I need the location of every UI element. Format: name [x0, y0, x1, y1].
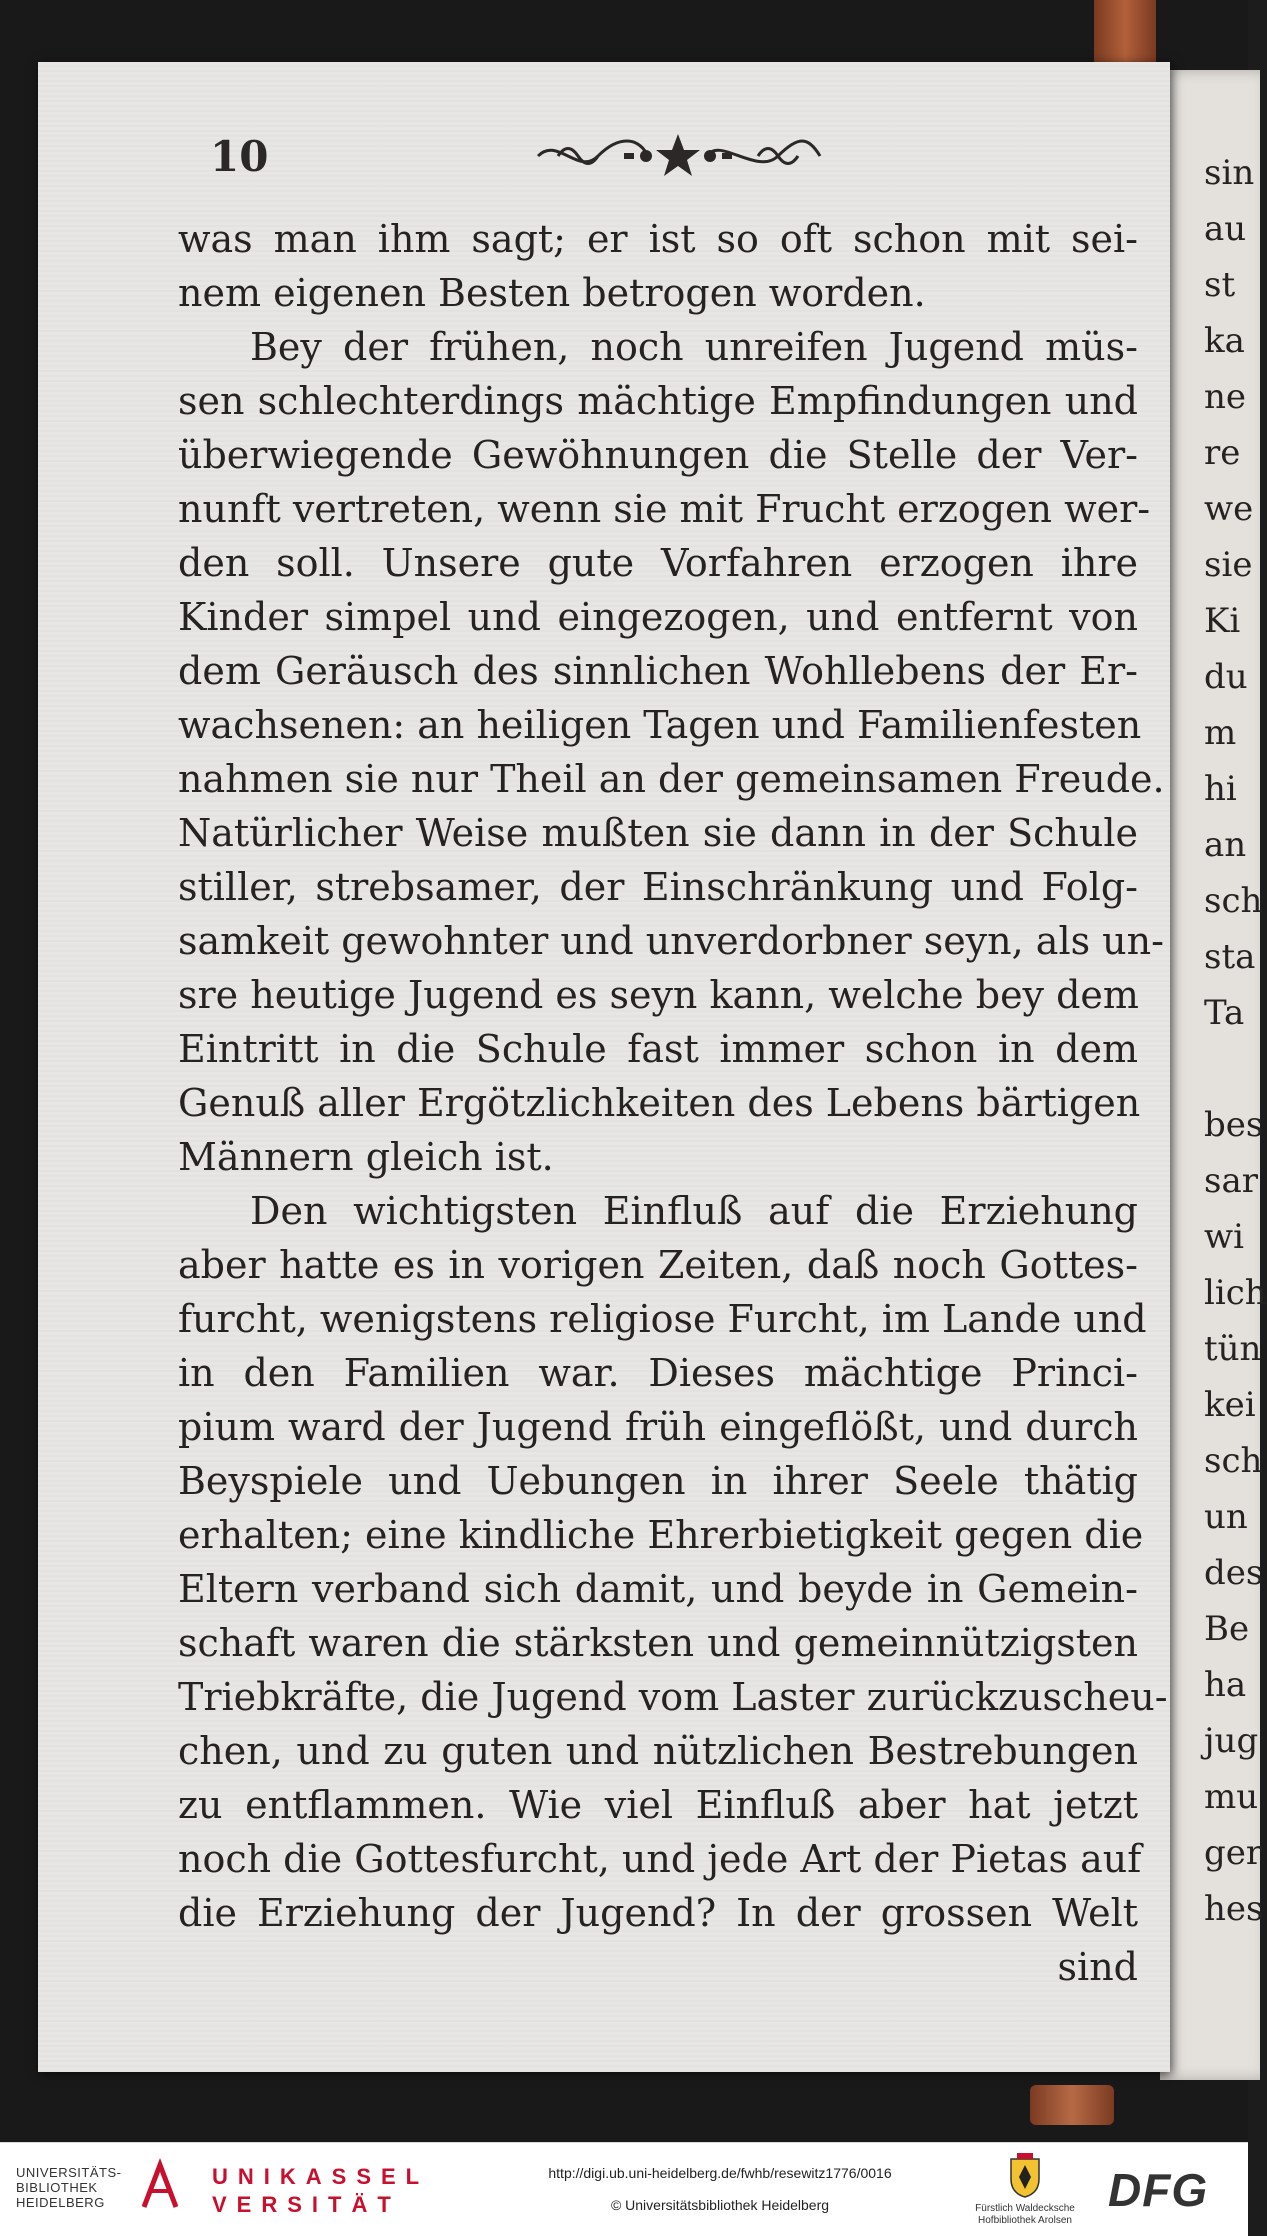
book-page — [38, 62, 1170, 2072]
facing-page-fragment: an — [1204, 825, 1247, 865]
uni-kassel-wordmark: UNIKASSEL VERSITÄT — [212, 2164, 430, 2217]
text-line: überwiegende Gewöhnungen die Stelle der Ver- — [178, 433, 1138, 477]
facing-page-fragment: sta — [1204, 937, 1256, 977]
text-line: Männern gleich ist. — [178, 1135, 554, 1179]
facing-page-fragment: sar — [1204, 1161, 1258, 1201]
bookmark-ribbon-bottom — [1030, 2085, 1114, 2125]
text-line: dem Geräusch des sinnlichen Wohllebens der Er- — [178, 649, 1138, 693]
facing-page-fragment: ger — [1204, 1833, 1263, 1873]
facing-page-fragment: ne — [1204, 377, 1247, 417]
facing-page-fragment: sch — [1204, 1441, 1263, 1481]
facing-page-fragment: m — [1204, 713, 1237, 753]
text-line: die Erziehung der Jugend? In der grossen Welt — [178, 1891, 1138, 1935]
text-line: Eltern verband sich damit, und beyde in Gemein- — [178, 1567, 1138, 1611]
text-line: zu entflammen. Wie viel Einfluß aber hat jetzt — [178, 1783, 1138, 1827]
hofbibliothek-arolsen-label: Fürstlich Waldecksche Hofbibliothek Arolsen — [975, 2203, 1075, 2226]
text-line: nunft vertreten, wenn sie mit Frucht erzogen wer- — [178, 487, 1151, 531]
facing-page-fragment: Be — [1204, 1609, 1250, 1649]
text-line: Natürlicher Weise mußten sie dann in der Schule — [178, 811, 1138, 855]
facing-page-edge — [1160, 70, 1267, 2080]
text-line: samkeit gewohnter und unverdorbner seyn, als un- — [178, 919, 1164, 963]
facing-page-fragment: hes — [1204, 1889, 1264, 1929]
text-line: pium ward der Jugend früh eingeflößt, und durch — [178, 1405, 1138, 1449]
facing-page-fragment: Ta — [1204, 993, 1245, 1033]
text-line: erhalten; eine kindliche Ehrerbietigkeit gegen die — [178, 1513, 1144, 1557]
text-line: Beyspiele und Uebungen in ihrer Seele thätig — [178, 1459, 1138, 1503]
facing-page-fragment: sie — [1204, 545, 1253, 585]
text-line: stiller, strebsamer, der Einschränkung und Folg- — [178, 865, 1138, 909]
waldeck-crest-icon — [1005, 2151, 1045, 2199]
facing-page-fragment: ka — [1204, 321, 1245, 361]
facing-page-fragment: des — [1204, 1553, 1264, 1593]
facing-page-fragment: jug — [1204, 1721, 1259, 1761]
text-line: Triebkräfte, die Jugend vom Laster zurückzuscheu- — [178, 1675, 1168, 1719]
digitization-footer — [0, 2142, 1248, 2236]
dfg-logo: DFG — [1108, 2164, 1209, 2216]
facing-page-fragment: sin — [1204, 153, 1255, 193]
text-line: sre heutige Jugend es seyn kann, welche bey dem — [178, 973, 1139, 1017]
permalink-url[interactable]: http://digi.ub.uni-heidelberg.de/fwhb/resewitz1776/0016 — [548, 2165, 892, 2181]
facing-page-fragment — [1204, 1050, 1260, 1088]
facing-page-fragment: mu — [1204, 1777, 1259, 1817]
text-line: schaft waren die stärksten und gemeinnützigsten — [178, 1621, 1138, 1665]
text-line: sind — [1057, 1945, 1138, 1989]
text-line: sen schlechterdings mächtige Empfindungen und — [178, 379, 1138, 423]
facing-page-fragment: Ki — [1204, 601, 1241, 641]
facing-page-fragment: un — [1204, 1497, 1248, 1537]
text-line: Genuß aller Ergötzlichkeiten des Lebens bärtigen — [178, 1081, 1141, 1125]
text-line: furcht, wenigstens religiose Furcht, im Lande und — [178, 1297, 1147, 1341]
text-line: aber hatte es in vorigen Zeiten, daß noch Gottes- — [178, 1243, 1138, 1287]
facing-page-fragment: we — [1204, 489, 1254, 529]
facing-page-fragment: wi — [1204, 1217, 1244, 1257]
body-text — [178, 212, 1168, 1994]
text-line: chen, und zu guten und nützlichen Bestrebungen — [178, 1729, 1138, 1773]
facing-page-fragment: st — [1204, 265, 1236, 305]
copyright-notice: © Universitätsbibliothek Heidelberg — [610, 2197, 830, 2213]
text-line: Bey der frühen, noch unreifen Jugend müs- — [250, 325, 1138, 369]
bookmark-ribbon-top — [1094, 0, 1156, 70]
text-line: was man ihm sagt; er ist so oft schon mit sei- — [178, 217, 1138, 261]
facing-page-fragment: lich — [1204, 1273, 1267, 1313]
text-line: Kinder simpel und eingezogen, und entfernt von — [178, 595, 1138, 639]
facing-page-fragment: ha — [1204, 1665, 1247, 1705]
text-line: Den wichtigsten Einfluß auf die Erziehung — [250, 1189, 1138, 1233]
heidelberg-library-name: UNIVERSITÄTS- BIBLIOTHEK HEIDELBERG — [16, 2165, 122, 2210]
text-line: in den Familien war. Dieses mächtige Princi- — [178, 1351, 1138, 1395]
facing-page-fragment: du — [1204, 657, 1248, 697]
text-line: den soll. Unsere gute Vorfahren erzogen ihre — [178, 541, 1138, 585]
facing-page-fragment: au — [1204, 209, 1247, 249]
facing-page-fragment: bes — [1204, 1105, 1264, 1145]
printer-ornament-icon — [528, 126, 828, 186]
facing-page-fragment: tün — [1204, 1329, 1262, 1369]
page-number: 10 — [210, 132, 269, 181]
text-line: nem eigenen Besten betrogen worden. — [178, 271, 926, 315]
facing-page-fragment: kei — [1204, 1385, 1256, 1425]
text-line: nahmen sie nur Theil an der gemeinsamen Freude. — [178, 757, 1165, 801]
text-line: wachsenen: an heiligen Tagen und Familienfesten — [178, 703, 1142, 747]
facing-page-fragment: hi — [1204, 769, 1237, 809]
text-line: Eintritt in die Schule fast immer schon in dem — [178, 1027, 1138, 1071]
text-line: noch die Gottesfurcht, und jede Art der Pietas auf — [178, 1837, 1142, 1881]
facing-page-fragment: sch — [1204, 881, 1263, 921]
facing-page-fragment: re — [1204, 433, 1241, 473]
kassel-logo-icon — [140, 2161, 180, 2211]
